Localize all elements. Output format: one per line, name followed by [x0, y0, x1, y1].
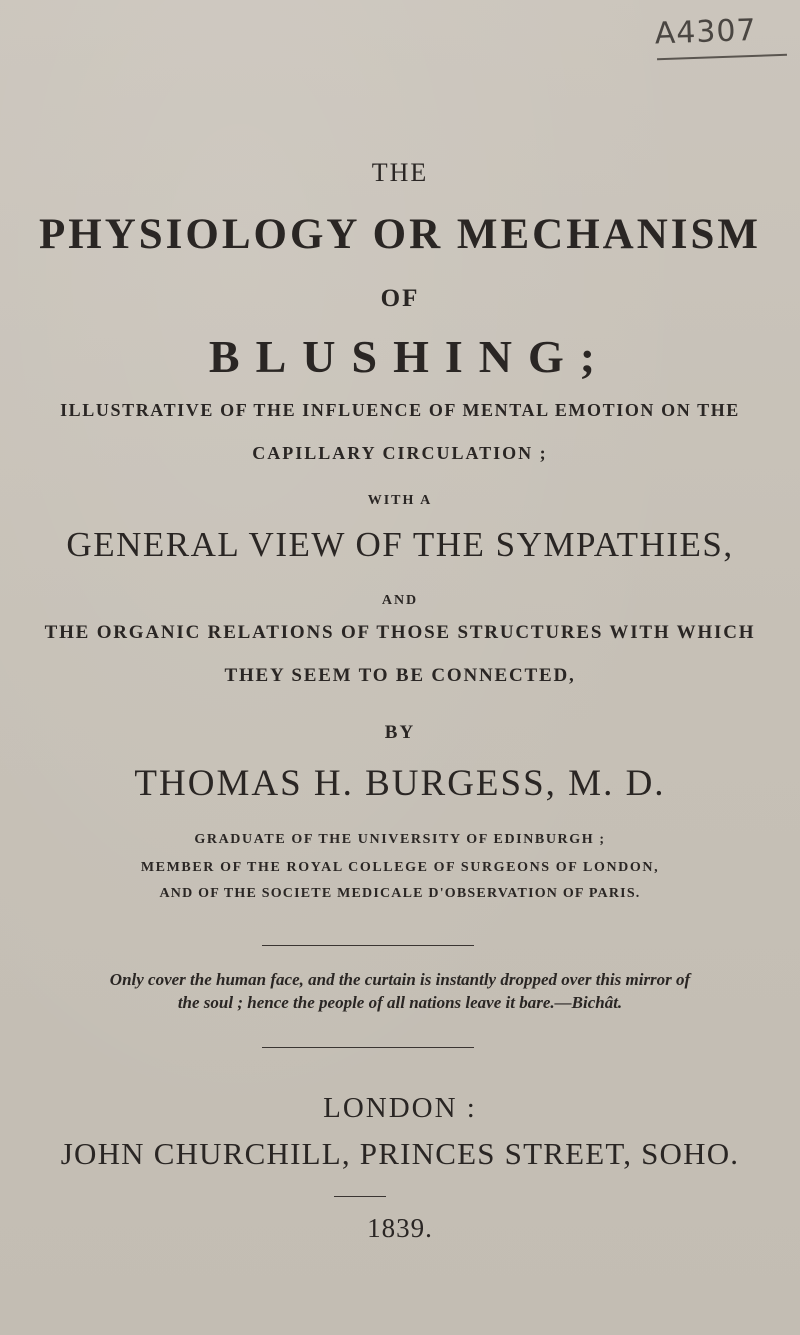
divider-rule [262, 945, 474, 946]
of-word: OF [380, 285, 420, 312]
and-word: AND [381, 593, 419, 608]
by-word: BY [384, 722, 416, 743]
credential-line-1: GRADUATE OF THE UNIVERSITY OF EDINBURGH ; [194, 832, 606, 847]
with-a: WITH A [367, 493, 433, 508]
credential-line-3: AND OF THE SOCIETE MEDICALE D'OBSERVATION OF PARIS. [159, 886, 641, 901]
organic-line-2: THEY SEEM TO BE CONNECTED, [224, 665, 576, 686]
subtitle-line-1: ILLUSTRATIVE OF THE INFLUENCE OF MENTAL EMOTION ON THE [60, 400, 740, 420]
author-name: THOMAS H. BURGESS, M. D. [134, 763, 666, 804]
place-name: LONDON : [323, 1092, 477, 1124]
epigraph-line-2: the soul ; hence the people of all nations leave it bare.—Bichât. [177, 993, 623, 1012]
publisher: JOHN CHURCHILL, PRINCES STREET, SOHO. [60, 1136, 740, 1171]
general-view: GENERAL VIEW OF THE SYMPATHIES, [66, 525, 734, 564]
main-title: PHYSIOLOGY OR MECHANISM [39, 211, 761, 258]
short-rule [334, 1196, 386, 1197]
publication-year: 1839. [367, 1213, 433, 1243]
organic-line-1: THE ORGANIC RELATIONS OF THOSE STRUCTURES WITH WHICH [44, 622, 756, 643]
subtitle-line-2: CAPILLARY CIRCULATION ; [252, 443, 548, 463]
divider-rule [262, 1047, 474, 1048]
the-word: THE [371, 158, 429, 187]
pencil-shelfmark: A4307 [654, 12, 758, 52]
subject-title: BLUSHING; [208, 331, 612, 382]
credential-line-2: MEMBER OF THE ROYAL COLLEGE OF SURGEONS OF LONDON, [140, 860, 660, 875]
epigraph-line-1: Only cover the human face, and the curtain is instantly dropped over this mirror of [109, 970, 691, 989]
